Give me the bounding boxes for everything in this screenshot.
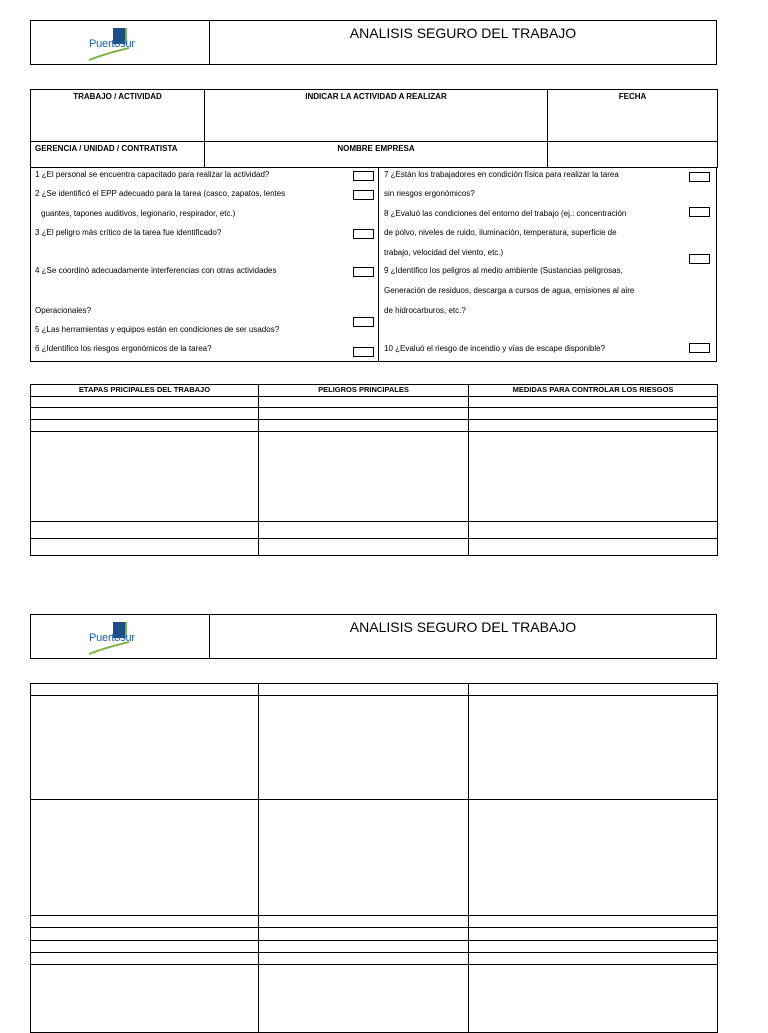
table-row[interactable] — [31, 397, 718, 408]
checkbox-q4[interactable] — [353, 267, 374, 277]
logo-swoosh-icon — [87, 47, 131, 61]
table-row[interactable] — [31, 696, 718, 800]
question-8: 8 ¿Evaluó las condiciones del entorno del trabajo (ej.: concentración — [384, 209, 627, 218]
table-row[interactable] — [31, 915, 718, 927]
puertosur-logo — [87, 27, 157, 65]
question-2-cont: guantes, tapones auditivos, legionario, respirador, etc.) — [41, 209, 236, 218]
logo-text: Puertosur — [89, 38, 135, 50]
company-name-field[interactable]: NOMBRE EMPRESA — [205, 142, 548, 168]
table-row[interactable] — [31, 952, 718, 964]
header-block-2 — [30, 614, 717, 659]
question-2: 2 ¿Se identificó el EPP adecuado para la tarea (casco, zapatos, lentes — [35, 189, 286, 198]
logo-text: Puertosur — [89, 632, 135, 644]
table-row[interactable] — [31, 799, 718, 915]
controls-header: MEDIDAS PARA CONTROLAR LOS RIESGOS — [469, 385, 718, 397]
question-8-cont2: trabajo, velocidad del viento, etc.) — [384, 248, 504, 257]
checkbox-q5[interactable] — [353, 317, 374, 327]
checkbox-q1[interactable] — [353, 171, 374, 181]
question-7: 7 ¿Están los trabajadores en condición física para realizar la tarea — [384, 170, 619, 179]
page-title: ANALISIS SEGURO DEL TRABAJO — [349, 25, 577, 41]
page-title: ANALISIS SEGURO DEL TRABAJO — [349, 619, 577, 635]
question-10: 10 ¿Evaluó el riesgo de incendio y vías de escape disponible? — [384, 344, 606, 353]
question-1: 1 ¿El personal se encuentra capacitado para realizar la actividad? — [35, 170, 270, 179]
activity-to-perform-header[interactable]: INDICAR LA ACTIVIDAD A REALIZAR — [205, 90, 548, 142]
table-row[interactable] — [31, 539, 718, 556]
job-info-table — [30, 89, 717, 167]
question-9-cont: Generación de residuos, descarga a cursos de agua, emisiones al aire — [384, 286, 635, 295]
question-8-cont: de polvo, niveles de ruido, iluminación, temperatura, superficie de — [384, 228, 617, 237]
table-row[interactable] — [31, 940, 718, 952]
question-3: 3 ¿El peligro más crítico de la tarea fue identificado? — [35, 228, 222, 237]
table-row[interactable] — [31, 408, 718, 420]
table-row[interactable] — [31, 684, 718, 696]
question-4-cont: Operacionales? — [35, 306, 92, 315]
checkbox-q9[interactable] — [689, 254, 710, 264]
logo-cell — [31, 21, 210, 64]
checklist-divider — [378, 168, 379, 361]
steps-table-2 — [30, 683, 717, 1033]
checkbox-q8[interactable] — [689, 207, 710, 217]
puertosur-logo — [87, 621, 157, 659]
job-activity-header: TRABAJO / ACTIVIDAD — [31, 90, 205, 142]
question-6: 6 ¿Identifico los riesgos ergonómicos de la tarea? — [35, 344, 212, 353]
checkbox-q7[interactable] — [689, 172, 710, 182]
stages-header: ETAPAS PRICIPALES DEL TRABAJO — [31, 385, 259, 397]
checkbox-q10[interactable] — [689, 343, 710, 353]
checklist-block — [30, 167, 717, 362]
checkbox-q2[interactable] — [353, 190, 374, 200]
logo-cell — [31, 615, 210, 658]
question-9-cont2: de hidrocarburos, etc.? — [384, 306, 466, 315]
table-row[interactable] — [31, 965, 718, 1033]
header-block-1 — [30, 20, 717, 65]
logo-swoosh-icon — [87, 641, 131, 655]
hazards-header: PELIGROS PRINCIPALES — [259, 385, 469, 397]
question-5: 5 ¿Las herramientas y equipos están en condiciones de ser usados? — [35, 325, 280, 334]
table-row[interactable] — [31, 928, 718, 940]
question-7-cont: sin riesgos ergonómicos? — [384, 189, 475, 198]
table-row[interactable] — [31, 420, 718, 432]
checkbox-q3[interactable] — [353, 229, 374, 239]
date-header[interactable]: FECHA — [548, 90, 718, 142]
question-9: 9 ¿Identifico los peligros al medio ambiente (Sustancias peligrosas, — [384, 266, 623, 275]
steps-table-1 — [30, 384, 717, 556]
management-unit-label: GERENCIA / UNIDAD / CONTRATISTA — [31, 142, 205, 168]
table-row[interactable] — [31, 522, 718, 539]
company-extra-field[interactable] — [548, 142, 718, 168]
table-row[interactable] — [31, 432, 718, 522]
question-4: 4 ¿Se coordinó adecuadamente interferencias con otras actividades — [35, 266, 277, 275]
checkbox-q6[interactable] — [353, 347, 374, 357]
